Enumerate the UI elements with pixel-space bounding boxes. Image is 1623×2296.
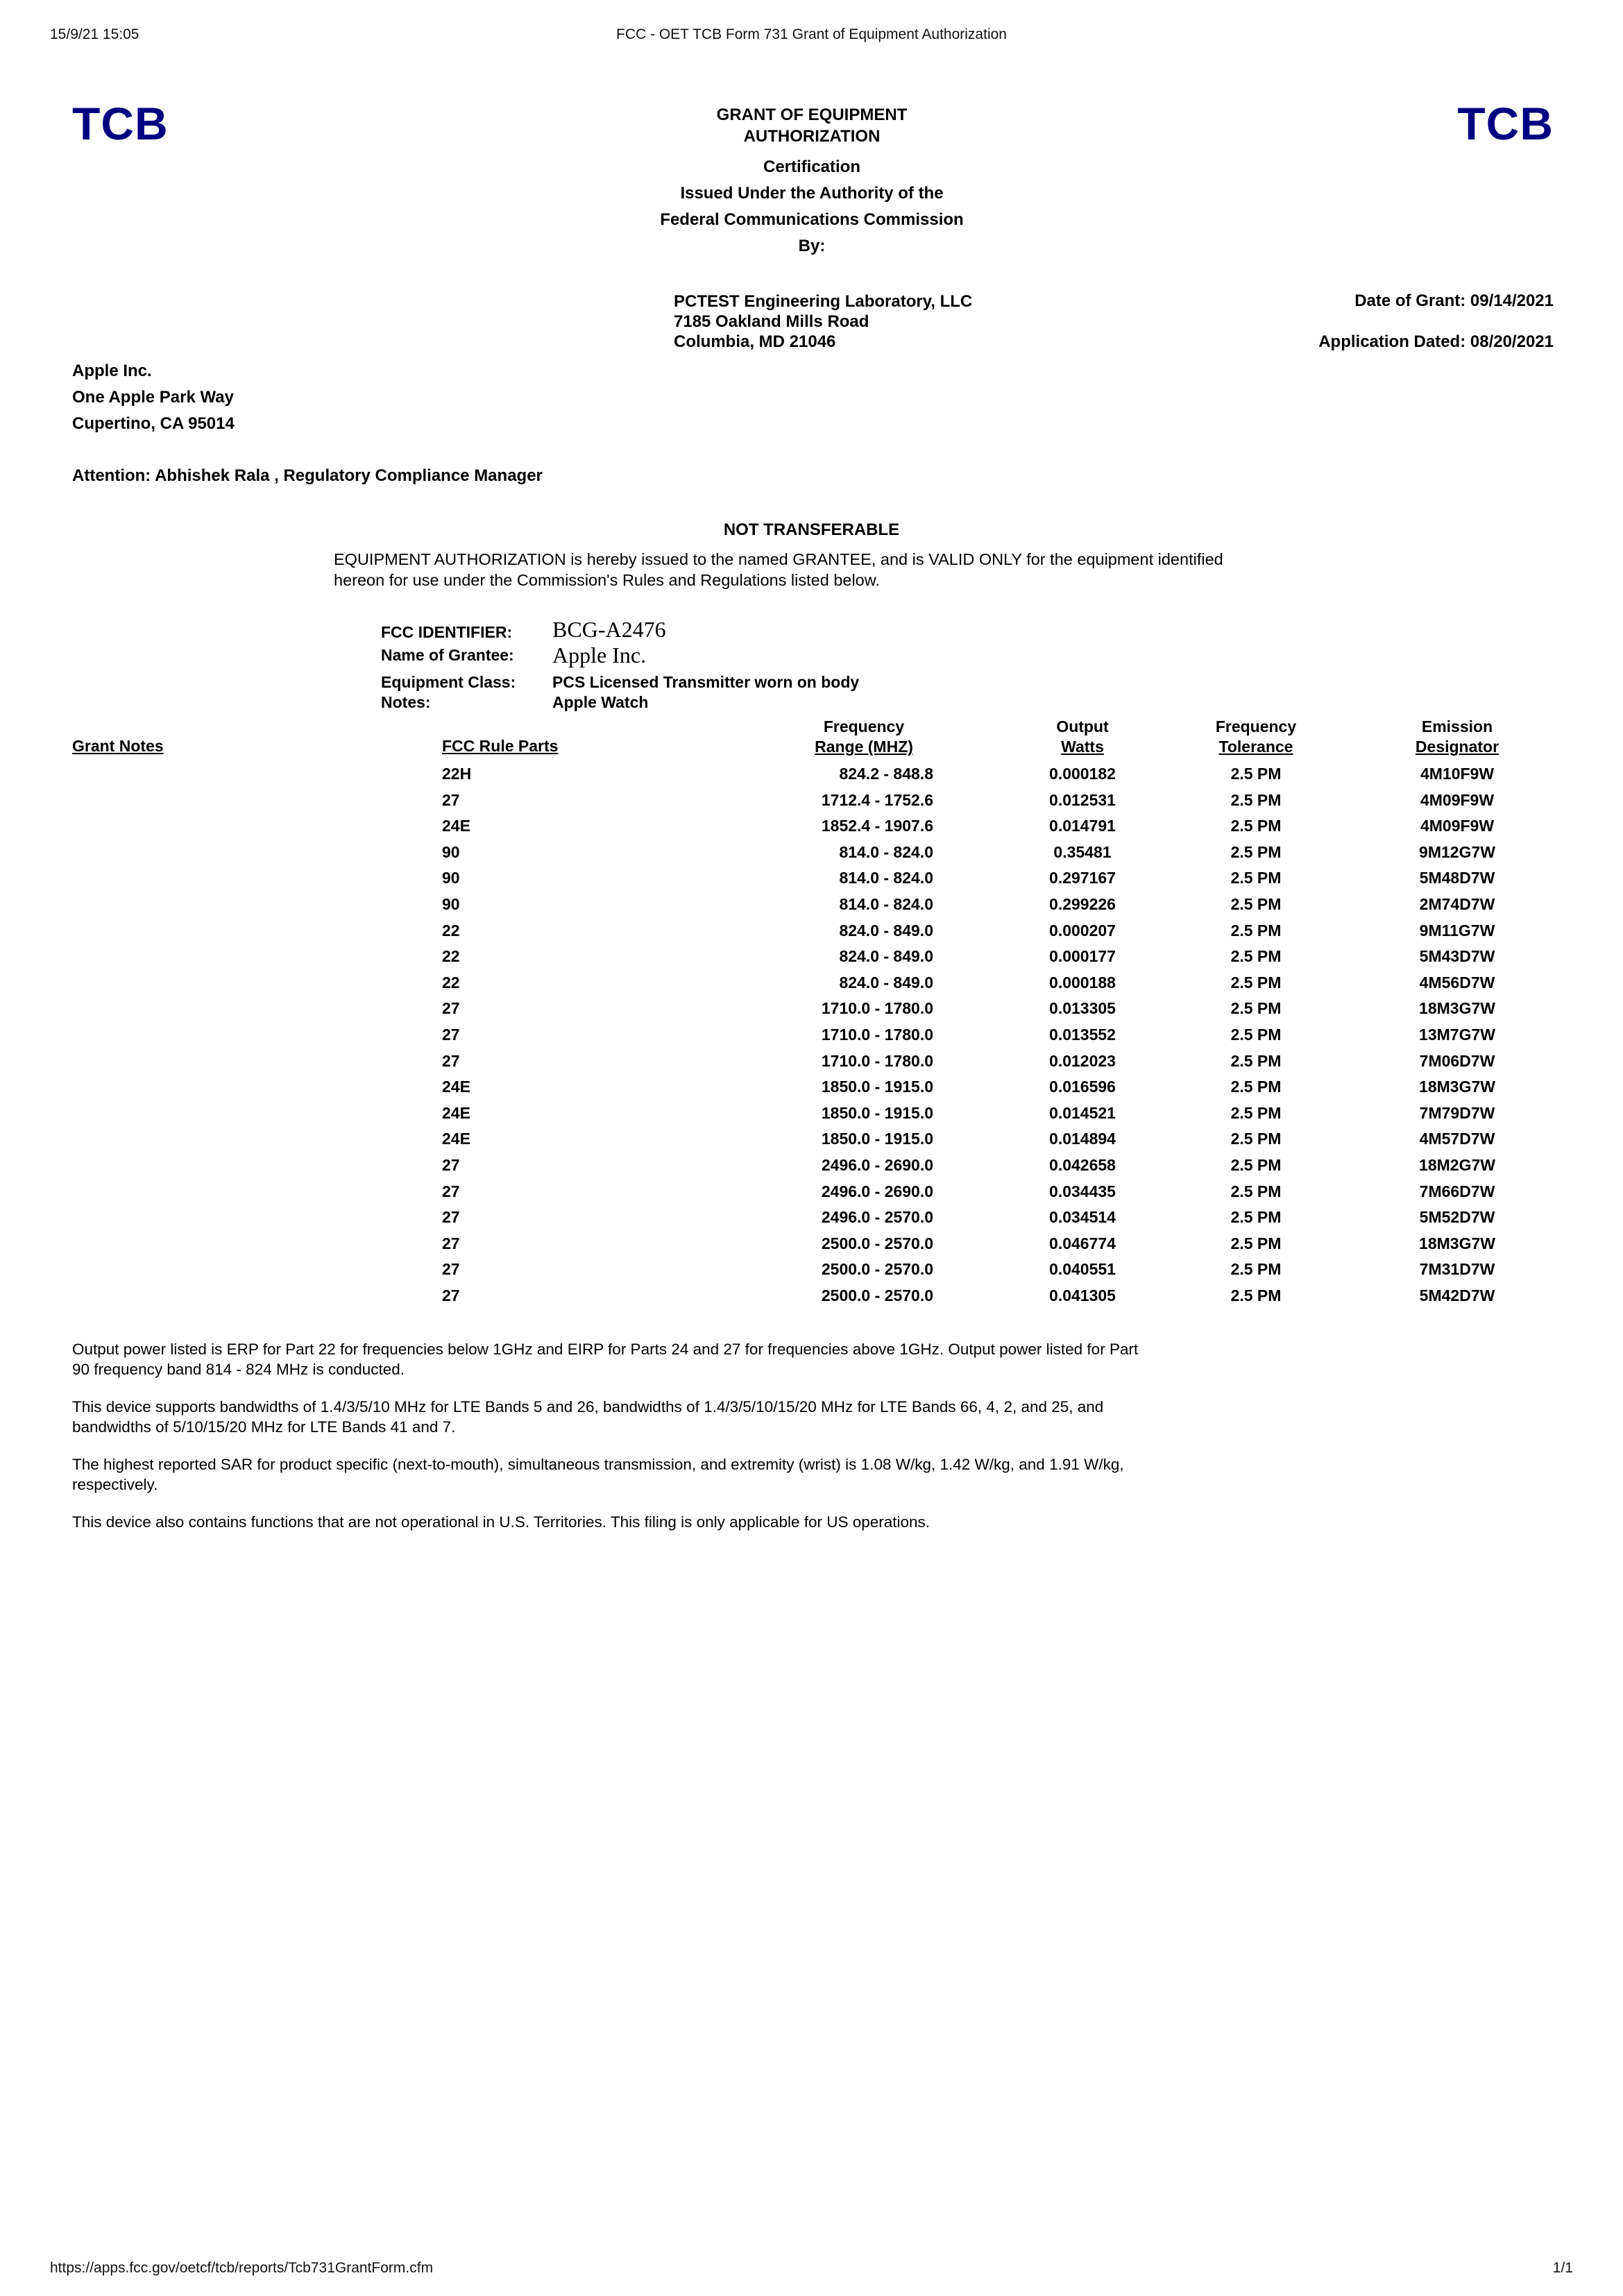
table-row — [0, 996, 1623, 1022]
rule-part-cell: 27 — [442, 1208, 460, 1227]
emission-designator-cell: 18M3G7W — [1419, 999, 1495, 1018]
output-watts-cell: 0.000188 — [1049, 973, 1116, 992]
output-watts-cell: 0.041305 — [1049, 1286, 1116, 1304]
equipment-class-value: PCS Licensed Transmitter worn on body — [552, 673, 860, 691]
frequency-tolerance-cell: 2.5 PM — [1230, 790, 1282, 809]
frequency-range-cell: 1850.0 - 1915.0 — [821, 1078, 933, 1096]
frequency-tolerance-cell: 2.5 PM — [1230, 1078, 1282, 1096]
header-output-watts — [1027, 717, 1138, 757]
rule-part-cell: 27 — [442, 1026, 460, 1044]
grantee-name: Apple Inc. — [72, 362, 152, 380]
emission-designator-cell: 2M74D7W — [1419, 895, 1495, 913]
table-row — [0, 840, 1623, 866]
grant-heading-line1: GRANT OF EQUIPMENT — [716, 105, 908, 124]
emission-designator-cell: 7M66D7W — [1419, 1182, 1495, 1200]
frequency-range-cell: 824.0 - 849.0 — [839, 973, 933, 992]
print-datetime: 15/9/21 15:05 — [50, 26, 139, 42]
frequency-range-cell: 824.0 - 849.0 — [839, 921, 933, 939]
note-bandwidths: This device supports bandwidths of 1.4/3/5/10 MHz for LTE Bands 5 and 26, bandwidths of 1.4/3/5/10/15/20 MHz for LTE Bands 66, 4, 2, and 25, and bandwidths of 5/10/15/20 MHz for LTE Bands 41 and 7. — [72, 1398, 1104, 1436]
frequency-range-cell: 2496.0 - 2570.0 — [821, 1208, 933, 1227]
subheading-authority: Issued Under the Authority of the — [680, 184, 944, 203]
header-frequency-tolerance-top: Frequency — [1215, 717, 1297, 735]
rule-part-cell: 90 — [442, 895, 460, 913]
frequency-range-cell: 814.0 - 824.0 — [839, 895, 933, 913]
emission-designator-cell: 18M3G7W — [1419, 1078, 1495, 1096]
grant-heading — [604, 104, 1020, 147]
rule-part-cell: 27 — [442, 1234, 460, 1252]
table-row — [0, 1153, 1623, 1179]
table-row — [0, 1231, 1623, 1257]
rule-part-cell: 22H — [442, 765, 472, 783]
frequency-tolerance-cell: 2.5 PM — [1230, 1208, 1282, 1227]
output-watts-cell: 0.297167 — [1049, 869, 1116, 887]
frequency-tolerance-cell: 2.5 PM — [1230, 1156, 1282, 1174]
emission-designator-cell: 13M7G7W — [1419, 1026, 1495, 1044]
grantee-label: Name of Grantee: — [381, 646, 514, 664]
transfer-statement-line2: hereon for use under the Commission's Rules and Regulations listed below. — [334, 571, 880, 589]
grantee-value: Apple Inc. — [552, 643, 647, 667]
tcb-logo-left: TCB — [72, 98, 169, 149]
output-watts-cell: 0.012023 — [1049, 1051, 1116, 1070]
frequency-tolerance-cell: 2.5 PM — [1230, 947, 1282, 966]
not-transferable-title: NOT TRANSFERABLE — [723, 520, 900, 539]
grant-heading-line2: AUTHORIZATION — [743, 127, 881, 146]
emission-designator-cell: 4M57D7W — [1419, 1130, 1495, 1148]
frequency-range-cell: 1712.4 - 1752.6 — [821, 790, 933, 809]
notes-label: Notes: — [381, 693, 431, 711]
rule-part-cell: 27 — [442, 1182, 460, 1200]
output-watts-cell: 0.000182 — [1049, 765, 1116, 783]
rule-part-cell: 22 — [442, 921, 460, 939]
grant-subheading — [604, 154, 1020, 260]
table-row — [0, 1283, 1623, 1309]
issuer-name: PCTEST Engineering Laboratory, LLC — [674, 292, 973, 311]
frequency-range-cell: 2496.0 - 2690.0 — [821, 1156, 933, 1174]
frequency-tolerance-cell: 2.5 PM — [1230, 1286, 1282, 1304]
output-watts-cell: 0.014894 — [1049, 1130, 1116, 1148]
emission-designator-cell: 5M52D7W — [1419, 1208, 1495, 1227]
equipment-class-label: Equipment Class: — [381, 673, 516, 691]
output-watts-cell: 0.040551 — [1049, 1260, 1116, 1279]
subheading-certification: Certification — [763, 158, 860, 176]
table-row — [0, 788, 1623, 814]
table-row — [0, 1257, 1623, 1283]
frequency-range-cell: 2500.0 - 2570.0 — [821, 1234, 933, 1252]
table-row — [0, 944, 1623, 970]
output-watts-cell: 0.299226 — [1049, 895, 1116, 913]
rule-part-cell: 27 — [442, 1051, 460, 1070]
frequency-tolerance-cell: 2.5 PM — [1230, 895, 1282, 913]
output-watts-cell: 0.012531 — [1049, 790, 1116, 809]
header-frequency-tolerance-bottom: Tolerance — [1218, 738, 1293, 756]
output-watts-cell: 0.000177 — [1049, 947, 1116, 966]
tcb-logo-right: TCB — [1457, 98, 1554, 149]
subheading-commission: Federal Communications Commission — [660, 210, 964, 229]
table-row — [0, 1126, 1623, 1153]
frequency-tolerance-cell: 2.5 PM — [1230, 1130, 1282, 1148]
issuer-address1: 7185 Oakland Mills Road — [674, 312, 869, 331]
table-row — [0, 918, 1623, 944]
emission-designator-cell: 4M56D7W — [1419, 973, 1495, 992]
emission-designator-cell: 9M11G7W — [1419, 921, 1495, 939]
rule-part-cell: 90 — [442, 842, 460, 861]
header-emission-designator-bottom: Designator — [1415, 738, 1499, 756]
header-emission-designator-top: Emission — [1421, 717, 1493, 735]
header-rule-parts: FCC Rule Parts — [442, 737, 559, 755]
rule-part-cell: 24E — [442, 1130, 470, 1148]
output-watts-cell: 0.014521 — [1049, 1103, 1116, 1122]
emission-designator-cell: 4M10F9W — [1420, 765, 1495, 783]
transfer-statement — [334, 549, 1223, 590]
frequency-range-cell: 1710.0 - 1780.0 — [821, 999, 933, 1018]
rule-part-cell: 27 — [442, 1156, 460, 1174]
header-frequency-tolerance — [1180, 717, 1332, 757]
frequency-range-cell: 814.0 - 824.0 — [839, 869, 933, 887]
header-grant-notes: Grant Notes — [72, 737, 164, 755]
rule-part-cell: 27 — [442, 1260, 460, 1279]
table-row — [0, 1048, 1623, 1075]
grantee-address2: Cupertino, CA 95014 — [72, 414, 235, 433]
rule-part-cell: 22 — [442, 973, 460, 992]
output-watts-cell: 0.034435 — [1049, 1182, 1116, 1200]
frequency-range-cell: 2500.0 - 2570.0 — [821, 1260, 933, 1279]
frequency-tolerance-cell: 2.5 PM — [1230, 1051, 1282, 1070]
emission-designator-cell: 7M79D7W — [1419, 1103, 1495, 1122]
frequency-tolerance-cell: 2.5 PM — [1230, 869, 1282, 887]
rule-part-cell: 90 — [442, 869, 460, 887]
frequency-range-cell: 824.0 - 849.0 — [839, 947, 933, 966]
table-row — [0, 1074, 1623, 1100]
transfer-statement-line1: EQUIPMENT AUTHORIZATION is hereby issued to the named GRANTEE, and is VALID ONLY for the equipment identified — [334, 550, 1223, 568]
fcc-id-value: BCG-A2476 — [552, 617, 666, 642]
print-page-number: 1/1 — [1552, 2260, 1573, 2276]
frequency-tolerance-cell: 2.5 PM — [1230, 1182, 1282, 1200]
emission-designator-cell: 5M48D7W — [1419, 869, 1495, 887]
rule-part-cell: 27 — [442, 790, 460, 809]
table-row — [0, 970, 1623, 996]
output-watts-cell: 0.013305 — [1049, 999, 1116, 1018]
note-sar: The highest reported SAR for product specific (next-to-mouth), simultaneous transmission, and extremity (wrist) is 1.08 W/kg, 1.42 W/kg, and 1.91 W/kg, respectively. — [72, 1456, 1124, 1493]
date-of-grant: Date of Grant: 09/14/2021 — [1354, 291, 1554, 310]
output-watts-cell: 0.014791 — [1049, 817, 1116, 835]
table-row — [0, 1205, 1623, 1231]
frequency-range-cell: 2496.0 - 2690.0 — [821, 1182, 933, 1200]
output-watts-cell: 0.042658 — [1049, 1156, 1116, 1174]
frequency-range-cell: 2500.0 - 2570.0 — [821, 1286, 933, 1304]
frequency-range-cell: 1710.0 - 1780.0 — [821, 1026, 933, 1044]
header-frequency-range — [770, 717, 958, 757]
frequency-range-cell: 1710.0 - 1780.0 — [821, 1051, 933, 1070]
frequency-tolerance-cell: 2.5 PM — [1230, 842, 1282, 861]
frequency-tolerance-cell: 2.5 PM — [1230, 1026, 1282, 1044]
header-output-watts-bottom: Watts — [1061, 738, 1104, 756]
table-row — [0, 1100, 1623, 1127]
emission-designator-cell: 18M2G7W — [1419, 1156, 1495, 1174]
issuer-block — [674, 291, 972, 352]
emission-designator-cell: 5M43D7W — [1419, 947, 1495, 966]
header-frequency-range-bottom: Range (MHZ) — [815, 738, 913, 756]
frequency-range-cell: 1850.0 - 1915.0 — [821, 1130, 933, 1148]
issuer-address2: Columbia, MD 21046 — [674, 332, 836, 351]
table-row — [0, 761, 1623, 788]
frequency-tolerance-cell: 2.5 PM — [1230, 1234, 1282, 1252]
table-row — [0, 1022, 1623, 1048]
output-watts-cell: 0.016596 — [1049, 1078, 1116, 1096]
frequency-range-cell: 814.0 - 824.0 — [839, 842, 933, 861]
frequency-tolerance-cell: 2.5 PM — [1230, 1103, 1282, 1122]
output-watts-cell: 0.35481 — [1053, 842, 1112, 861]
output-watts-cell: 0.034514 — [1049, 1208, 1116, 1227]
frequency-tolerance-cell: 2.5 PM — [1230, 817, 1282, 835]
note-territories: This device also contains functions that are not operational in U.S. Territories. This filing is only applicable for US operations. — [72, 1513, 931, 1531]
frequency-range-cell: 824.2 - 848.8 — [839, 765, 933, 783]
rule-part-cell: 24E — [442, 1078, 470, 1096]
print-page-title: FCC - OET TCB Form 731 Grant of Equipment Authorization — [616, 26, 1007, 42]
attention-line: Attention: Abhishek Rala , Regulatory Compliance Manager — [72, 466, 543, 485]
table-row — [0, 813, 1623, 840]
frequency-tolerance-cell: 2.5 PM — [1230, 999, 1282, 1018]
print-url: https://apps.fcc.gov/oetcf/tcb/reports/Tcb731GrantForm.cfm — [50, 2260, 434, 2276]
emission-designator-cell: 5M42D7W — [1419, 1286, 1495, 1304]
frequency-range-cell: 1852.4 - 1907.6 — [821, 817, 933, 835]
emission-designator-cell: 18M3G7W — [1419, 1234, 1495, 1252]
rule-part-cell: 27 — [442, 1286, 460, 1304]
frequency-range-cell: 1850.0 - 1915.0 — [821, 1103, 933, 1122]
rule-part-cell: 22 — [442, 947, 460, 966]
table-row — [0, 865, 1623, 892]
frequency-tolerance-cell: 2.5 PM — [1230, 765, 1282, 783]
output-watts-cell: 0.000207 — [1049, 921, 1116, 939]
rule-part-cell: 24E — [442, 817, 470, 835]
table-row — [0, 1179, 1623, 1205]
table-row — [0, 892, 1623, 918]
note-output-power: Output power listed is ERP for Part 22 for frequencies below 1GHz and EIRP for Parts 24 and 27 for frequencies above 1GHz. Output power listed for Part 90 frequency band 814 - 824 MHz is conducted. — [72, 1341, 1139, 1378]
rule-part-cell: 27 — [442, 999, 460, 1018]
header-emission-designator — [1381, 717, 1533, 757]
emission-designator-cell: 4M09F9W — [1420, 817, 1495, 835]
application-dated: Application Dated: 08/20/2021 — [1318, 332, 1554, 351]
frequency-tolerance-cell: 2.5 PM — [1230, 1260, 1282, 1279]
output-watts-cell: 0.013552 — [1049, 1026, 1116, 1044]
subheading-by: By: — [798, 237, 826, 255]
header-frequency-range-top: Frequency — [823, 717, 905, 735]
output-watts-cell: 0.046774 — [1049, 1234, 1116, 1252]
grantee-block — [72, 358, 235, 437]
frequency-tolerance-cell: 2.5 PM — [1230, 973, 1282, 992]
emission-designator-cell: 9M12G7W — [1419, 842, 1495, 861]
frequency-tolerance-cell: 2.5 PM — [1230, 921, 1282, 939]
notes-value: Apple Watch — [552, 693, 649, 711]
fcc-id-label: FCC IDENTIFIER: — [381, 623, 513, 641]
rule-part-cell: 24E — [442, 1103, 470, 1122]
grantee-address1: One Apple Park Way — [72, 388, 234, 407]
header-output-watts-top: Output — [1056, 717, 1109, 735]
emission-designator-cell: 7M31D7W — [1419, 1260, 1495, 1279]
emission-designator-cell: 4M09F9W — [1420, 790, 1495, 809]
emission-designator-cell: 7M06D7W — [1419, 1051, 1495, 1070]
